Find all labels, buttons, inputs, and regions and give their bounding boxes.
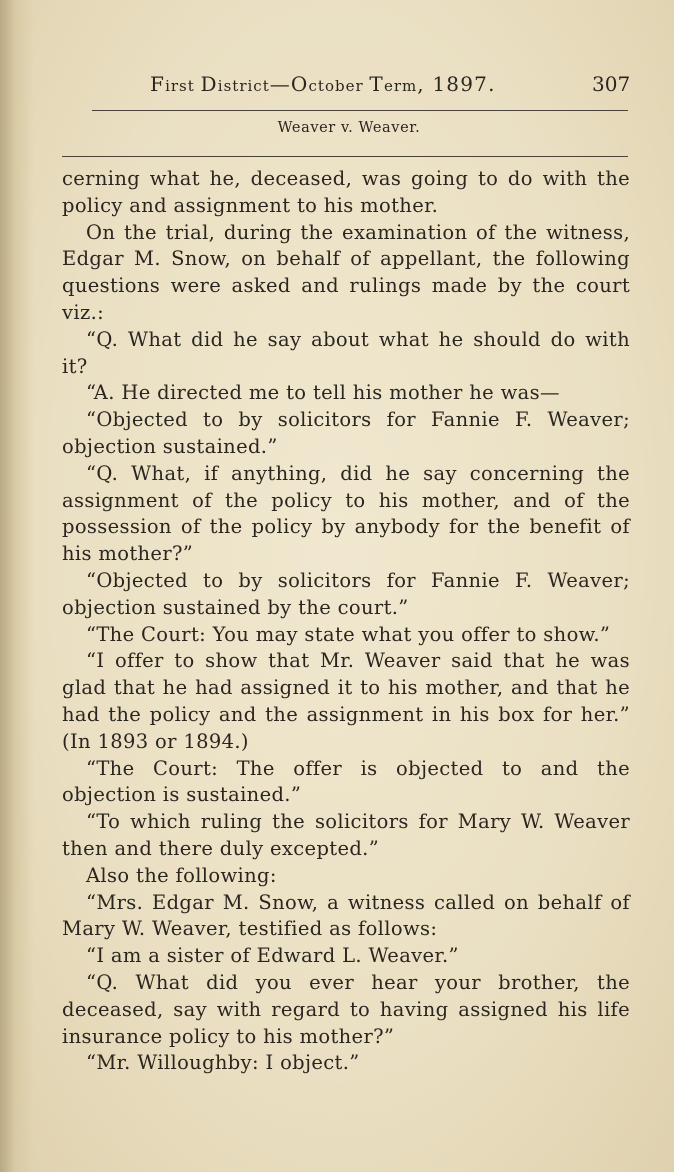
paragraph: “A. He directed me to tell his mother he was— — [86, 381, 560, 405]
paragraph: “The Court: You may state what you offer to show.” — [86, 622, 611, 646]
paragraph: “The Court: The offer is objected to and the objection is sustained.” — [62, 756, 630, 807]
running-head-title: First District—October Term, 1897. — [150, 72, 496, 96]
paragraph: “I am a sister of Edward L. Weaver.” — [86, 944, 459, 968]
paragraph: “Q. What did he say about what he should do with it? — [62, 327, 630, 378]
paragraph: “To which ruling the solicitors for Mary W. Weaver then and there duly excepted.” — [62, 810, 630, 860]
header-rule-top — [92, 110, 628, 111]
paragraph: “Mr. Willoughby: I object.” — [86, 1051, 360, 1075]
paragraph: “Objected to by solicitors for Fannie F. Weaver; objection sustained.” — [62, 408, 630, 458]
paragraph: “Q. What did you ever hear your brother, the deceased, say with regard to having assigned his life insurance policy to his mother?” — [62, 970, 630, 1048]
case-title: Weaver v. Weaver. — [277, 120, 421, 136]
running-head — [0, 72, 674, 102]
paragraph: “I offer to show that Mr. Weaver said that he was glad that he had assigned it to his mother, and that he had the policy and the assignment in his box for her.” (In 1893 or 1894.) — [62, 649, 630, 753]
paragraph: On the trial, during the examination of the witness, Edgar M. Snow, on behalf of appellant, the following questions were asked and rulings made by the court viz.: — [62, 220, 630, 324]
paragraph: “Q. What, if anything, did he say concerning the assignment of the policy to his mother, and of the possession of the policy by anybody for the benefit of his mother?” — [62, 461, 630, 566]
binding-shadow — [0, 0, 34, 1172]
header-rule-bottom — [62, 156, 628, 157]
paragraph: Also the following: — [86, 863, 277, 887]
paragraph: cerning what he, deceased, was going to do with the policy and assignment to his mother. — [62, 167, 630, 217]
page-number: 307 — [592, 72, 631, 96]
paragraph: “Objected to by solicitors for Fannie F. Weaver; objection sustained by the court.” — [62, 568, 630, 619]
body-text — [62, 166, 630, 1077]
paragraph: “Mrs. Edgar M. Snow, a witness called on behalf of Mary W. Weaver, testified as follows: — [62, 890, 630, 941]
